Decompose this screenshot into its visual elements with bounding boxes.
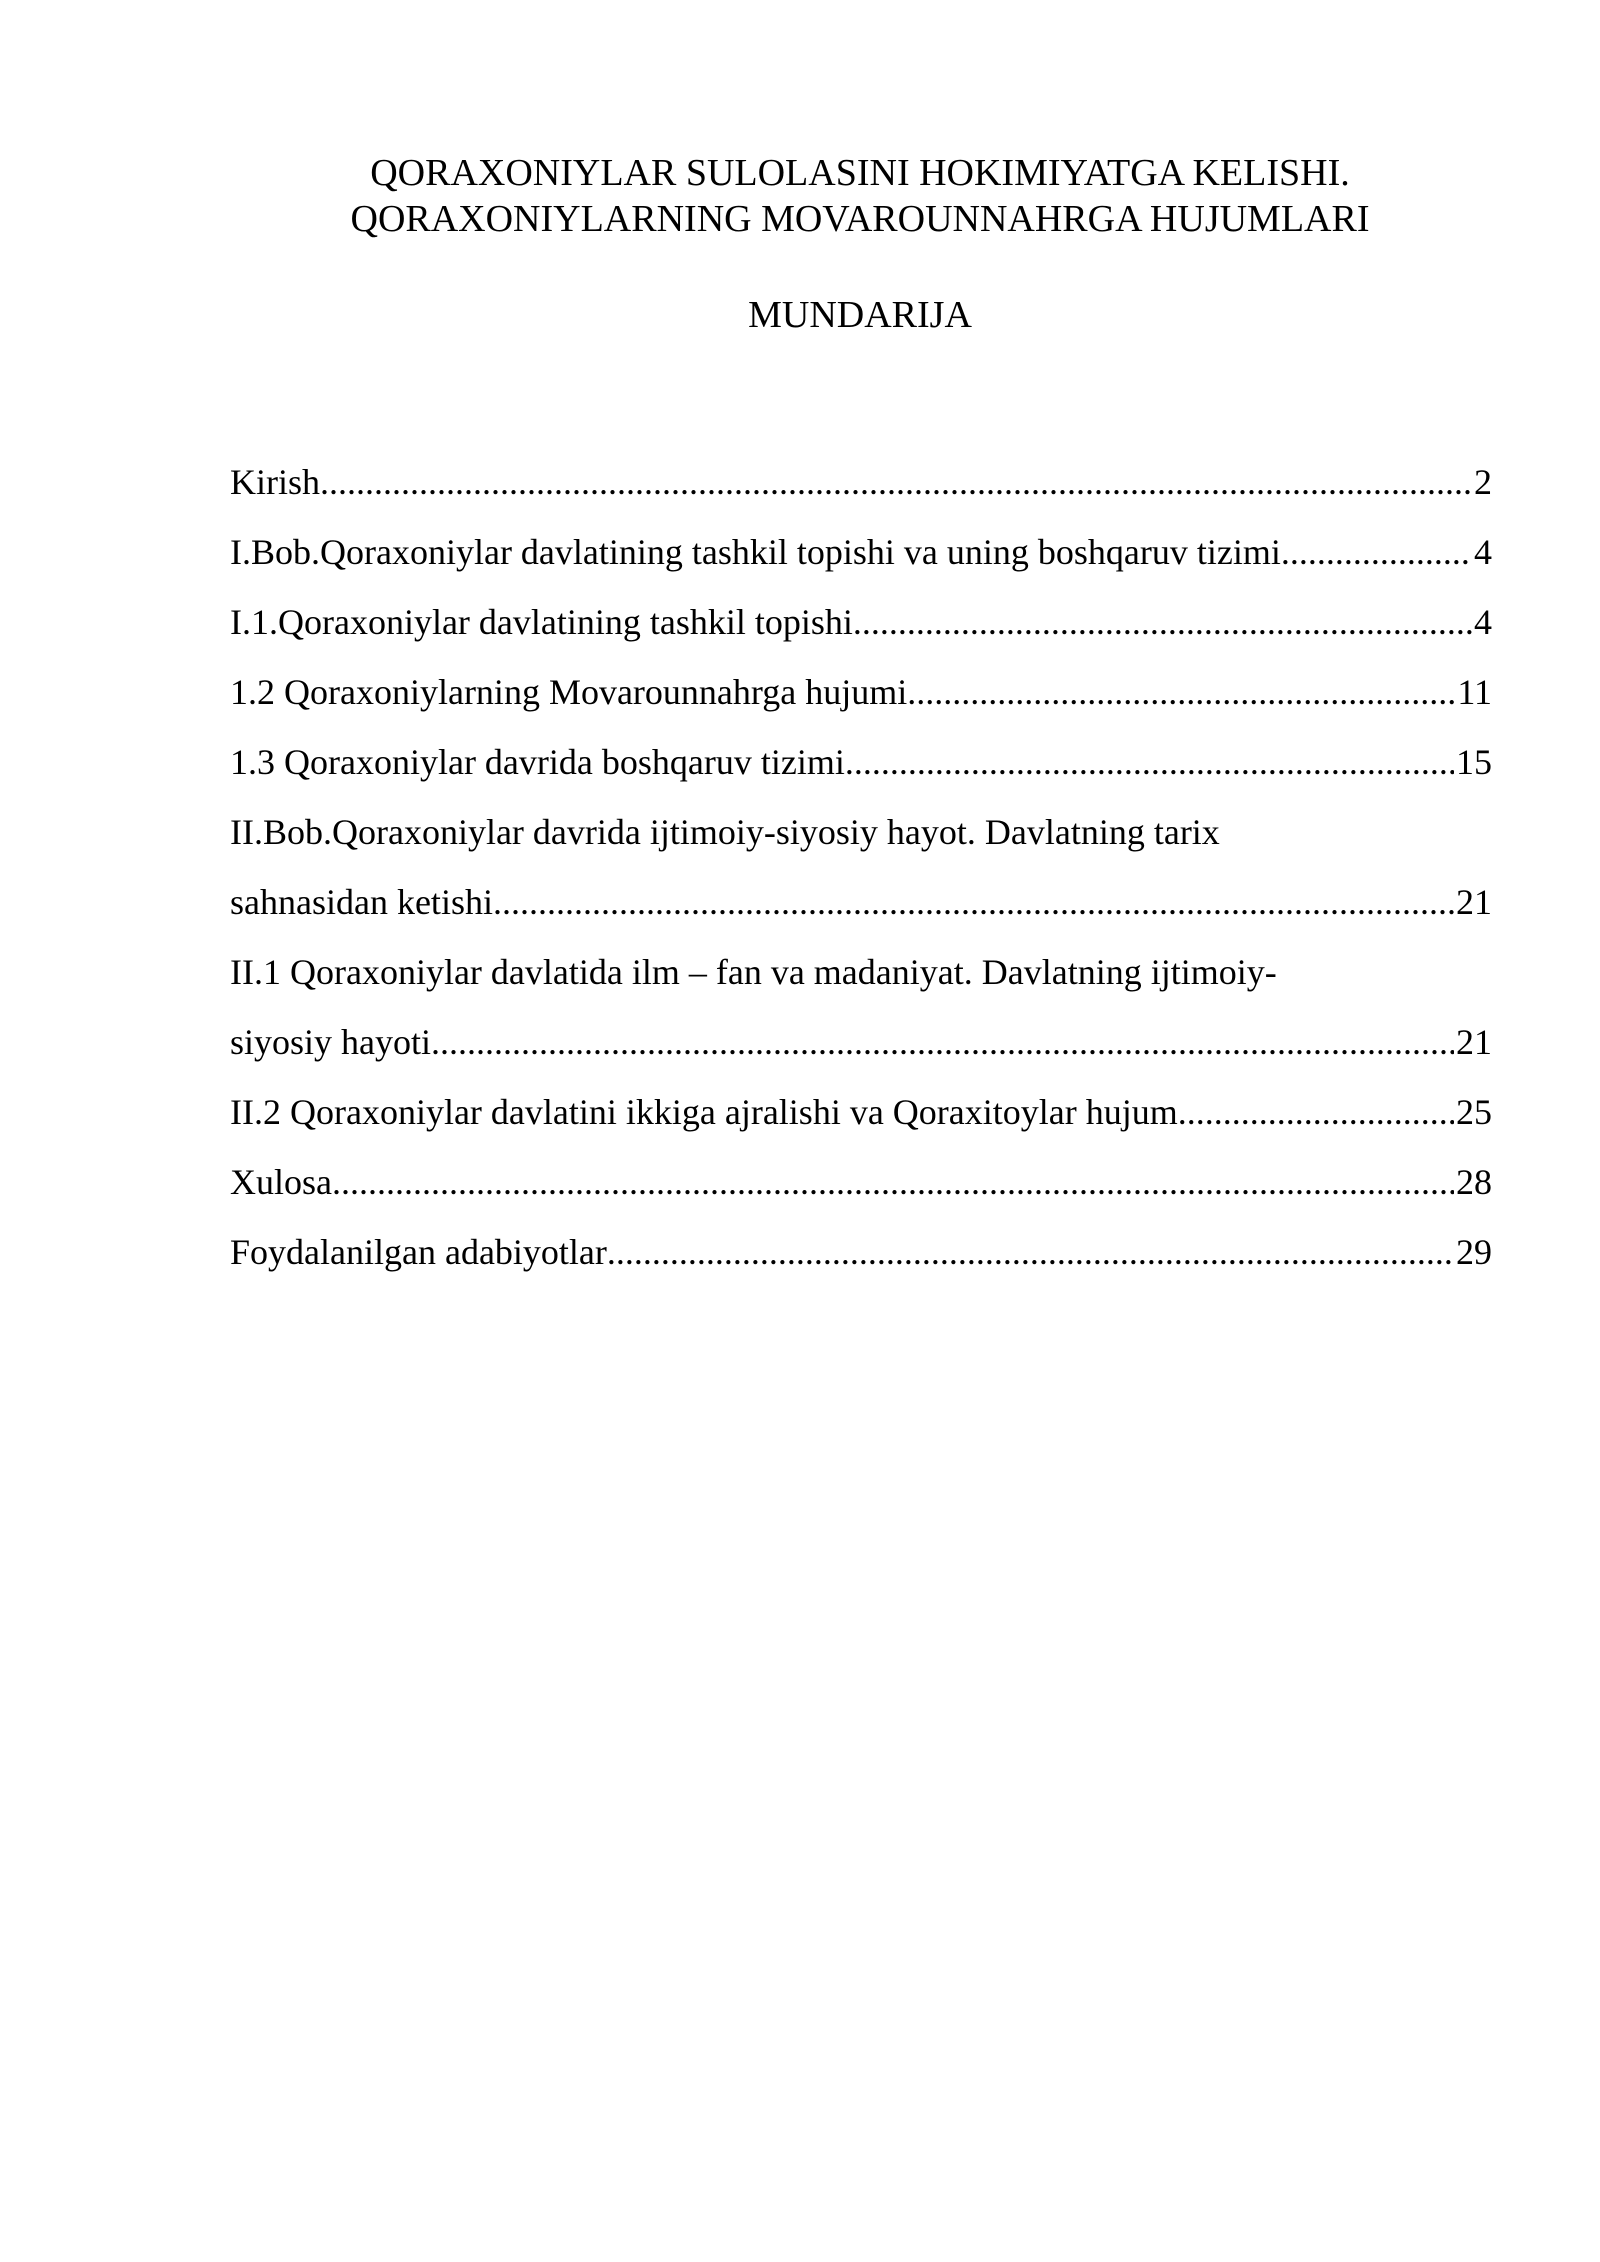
toc-entry-text-line-1: II.Bob.Qoraxoniylar davrida ijtimoiy-siyosiy hayot. Davlatning tarix: [230, 812, 1220, 852]
toc-leader-dots: [332, 1147, 1454, 1217]
toc-entry-section-1-2: [230, 657, 1492, 727]
toc-entry-text: Xulosa: [230, 1162, 332, 1202]
toc-leader-dots: [853, 587, 1472, 657]
toc-entry-text: Kirish: [230, 462, 320, 502]
toc-entry-text: I.1.Qoraxoniylar davlatining tashkil topishi: [230, 602, 853, 642]
toc-entry-final-line: [230, 1007, 1492, 1077]
toc-entry-chapter-1: [230, 517, 1492, 587]
toc-leader-dots: [907, 657, 1455, 727]
toc-entry-page: 4: [1474, 602, 1492, 642]
document-title: [200, 150, 1520, 242]
toc-entry-section-1-3: [230, 727, 1492, 797]
toc-leader-dots: [1178, 1077, 1454, 1147]
toc-entry-section-1-1: [230, 587, 1492, 657]
toc-leader-dots: [493, 867, 1454, 937]
toc-entry-page: 29: [1456, 1232, 1492, 1272]
toc-entry-final-line: [230, 867, 1492, 937]
toc-entry-text: I.Bob.Qoraxoniylar davlatining tashkil topishi va uning boshqaruv tizimi: [230, 532, 1281, 572]
title-line-1: QORAXONIYLAR SULOLASINI HOKIMIYATGA KELISHI.: [370, 152, 1350, 194]
toc-entry-chapter-2: [230, 797, 1492, 937]
toc-entry-text-line-2: siyosiy hayoti: [230, 1022, 432, 1062]
toc-leader-dots: [1281, 517, 1472, 587]
toc-heading: MUNDARIJA: [748, 294, 972, 336]
toc-entry-kirish: [230, 447, 1492, 517]
toc-entry-text: 1.3 Qoraxoniylar davrida boshqaruv tizimi: [230, 742, 845, 782]
toc-entry-xulosa: [230, 1147, 1492, 1217]
toc-entry-text-line-2: sahnasidan ketishi: [230, 882, 493, 922]
toc-entry-page: 21: [1456, 882, 1492, 922]
toc-entry-text: 1.2 Qoraxoniylarning Movarounnahrga hujumi: [230, 672, 908, 712]
toc-entry-text: II.2 Qoraxoniylar davlatini ikkiga ajralishi va Qoraxitoylar hujum: [230, 1092, 1178, 1132]
toc-leader-dots: [607, 1217, 1454, 1287]
toc-entry-page: 28: [1456, 1162, 1492, 1202]
table-of-contents: [230, 447, 1492, 1287]
title-line-2: QORAXONIYLARNING MOVAROUNNAHRGA HUJUMLARI: [350, 198, 1370, 240]
toc-entry-page: 15: [1456, 742, 1492, 782]
toc-entry-page: 21: [1456, 1022, 1492, 1062]
toc-entry-text-line-1: II.1 Qoraxoniylar davlatida ilm – fan va madaniyat. Davlatning ijtimoiy-: [230, 952, 1277, 992]
toc-entry-page: 11: [1457, 672, 1492, 712]
toc-leader-dots: [845, 727, 1454, 797]
toc-entry-section-2-2: [230, 1077, 1492, 1147]
toc-entry-page: 2: [1474, 462, 1492, 502]
toc-entry-page: 4: [1474, 532, 1492, 572]
toc-leader-dots: [320, 447, 1472, 517]
toc-entry-text: Foydalanilgan adabiyotlar: [230, 1232, 607, 1272]
toc-entry-page: 25: [1456, 1092, 1492, 1132]
toc-entry-section-2-1: [230, 937, 1492, 1077]
toc-leader-dots: [431, 1007, 1454, 1077]
toc-entry-bibliography: [230, 1217, 1492, 1287]
